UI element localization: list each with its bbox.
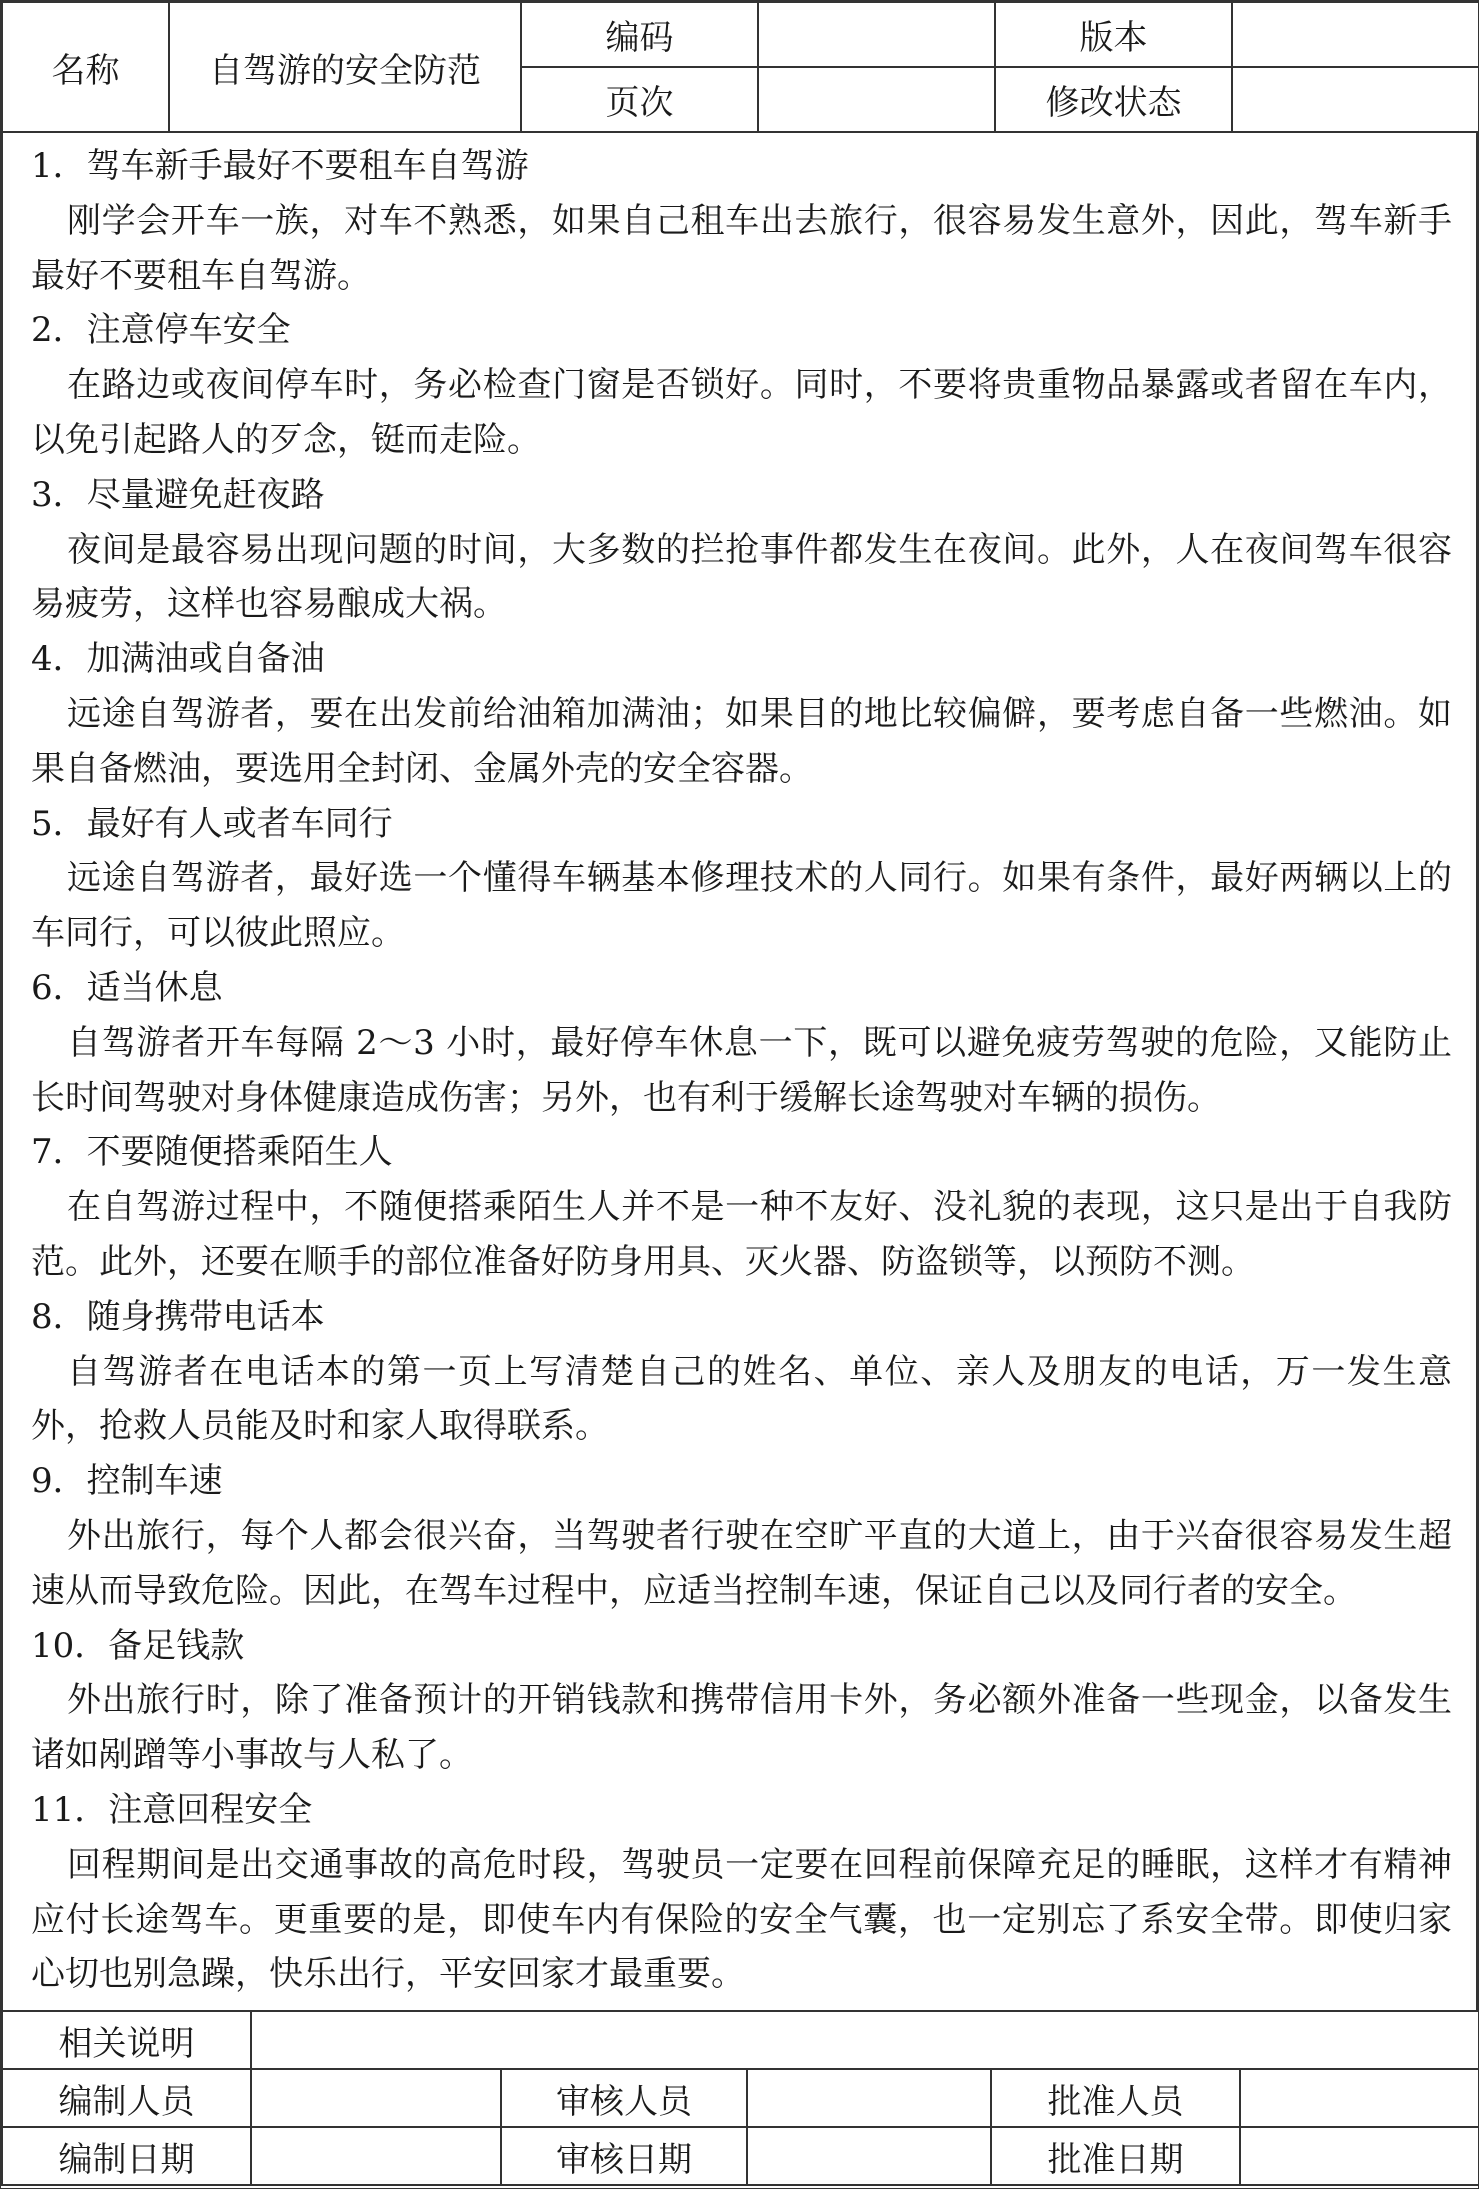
item-body: 自驾游者在电话本的第一页上写清楚自己的姓名、单位、亲人及朋友的电话，万一发生意外，抢救人员能及时和家人取得联系。 <box>31 1351 1452 1447</box>
item-title: 6．适当休息 <box>31 967 223 1008</box>
item-body: 远途自驾游者，要在出发前给油箱加满油；如果目的地比较偏僻，要考虑自备一些燃油。如果自备燃油，要选用全封闭、金属外壳的安全容器。 <box>31 693 1452 789</box>
version-value[interactable] <box>1232 2 1479 67</box>
item-title: 8．随身携带电话本 <box>31 1296 325 1337</box>
page-value[interactable] <box>758 67 995 132</box>
item-title: 11．注意回程安全 <box>31 1789 313 1830</box>
reviewed-date-value[interactable] <box>747 2127 991 2185</box>
safety-item <box>31 632 1452 796</box>
item-body: 在自驾游过程中，不随便搭乘陌生人并不是一种不友好、没礼貌的表现，这只是出于自我防范。此外，还要在顺手的部位准备好防身用具、灭火器、防盗锁等，以预防不测。 <box>31 1187 1452 1282</box>
item-body: 回程期间是出交通事故的高危时段，驾驶员一定要在回程前保障充足的睡眠，这样才有精神应付长途驾车。更重要的是，即使车内有保险的安全气囊，也一定别忘了系安全带。即使归家心切也别急躁，快乐出行，平安回家才最重要。 <box>31 1844 1452 1995</box>
item-title: 5．最好有人或者车同行 <box>31 803 393 844</box>
item-body: 外出旅行时，除了准备预计的开销钱款和携带信用卡外，务必额外准备一些现金，以备发生诸如剐蹭等小事故与人私了。 <box>31 1680 1452 1776</box>
reviewed-by-value[interactable] <box>747 2069 991 2127</box>
item-title: 9．控制车速 <box>31 1461 223 1502</box>
version-label: 版本 <box>995 2 1232 67</box>
approved-date-value[interactable] <box>1240 2127 1479 2185</box>
item-body: 外出旅行，每个人都会很兴奋，当驾驶者行驶在空旷平直的大道上，由于兴奋很容易发生超速从而导致危险。因此，在驾车过程中，应适当控制车速，保证自己以及同行者的安全。 <box>31 1515 1452 1611</box>
prepared-by-value[interactable] <box>251 2069 501 2127</box>
item-body: 夜间是最容易出现问题的时间，大多数的拦抢事件都发生在夜间。此外，人在夜间驾车很容易疲劳，这样也容易酿成大祸。 <box>31 529 1452 625</box>
safety-item <box>31 1454 1452 1618</box>
revision-value[interactable] <box>1232 67 1479 132</box>
notes-label: 相关说明 <box>2 2011 251 2069</box>
safety-item <box>31 1125 1452 1289</box>
item-title: 4．加满油或自备油 <box>31 639 325 680</box>
header-table <box>1 1 1479 133</box>
safety-item <box>31 468 1452 632</box>
page-label: 页次 <box>521 67 758 132</box>
reviewed-by-label: 审核人员 <box>501 2069 747 2127</box>
prepared-by-label: 编制人员 <box>2 2069 251 2127</box>
item-title: 2．注意停车安全 <box>31 310 291 351</box>
item-title: 7．不要随便搭乘陌生人 <box>31 1132 393 1173</box>
item-body: 刚学会开车一族，对车不熟悉，如果自己租车出去旅行，很容易发生意外，因此，驾车新手最好不要租车自驾游。 <box>31 200 1452 296</box>
item-title: 3．尽量避免赶夜路 <box>31 474 325 515</box>
item-body: 在路边或夜间停车时，务必检查门窗是否锁好。同时，不要将贵重物品暴露或者留在车内，以免引起路人的歹念，铤而走险。 <box>31 365 1452 460</box>
safety-item <box>31 1290 1452 1454</box>
item-body: 自驾游者开车每隔 2～3 小时，最好停车休息一下，既可以避免疲劳驾驶的危险，又能防止长时间驾驶对身体健康造成伤害；另外，也有利于缓解长途驾驶对车辆的损伤。 <box>31 1022 1452 1118</box>
code-value[interactable] <box>758 2 995 67</box>
approved-by-value[interactable] <box>1240 2069 1479 2127</box>
approved-by-label: 批准人员 <box>991 2069 1240 2127</box>
approved-date-label: 批准日期 <box>991 2127 1240 2185</box>
safety-item <box>31 1783 1452 2002</box>
name-label: 名称 <box>2 2 169 132</box>
reviewed-date-label: 审核日期 <box>501 2127 747 2185</box>
item-title: 10．备足钱款 <box>31 1625 245 1666</box>
revision-label: 修改状态 <box>995 67 1232 132</box>
safety-item <box>31 139 1452 303</box>
notes-value[interactable] <box>251 2011 1479 2069</box>
item-body: 远途自驾游者，最好选一个懂得车辆基本修理技术的人同行。如果有条件，最好两辆以上的车同行，可以彼此照应。 <box>31 858 1452 954</box>
code-label: 编码 <box>521 2 758 67</box>
name-value: 自驾游的安全防范 <box>169 2 521 132</box>
content-body <box>1 133 1478 2010</box>
safety-item <box>31 797 1452 961</box>
safety-item <box>31 961 1452 1125</box>
item-title: 1．驾车新手最好不要租车自驾游 <box>31 146 529 186</box>
footer-table <box>1 2010 1479 2186</box>
safety-item <box>31 303 1452 467</box>
prepared-date-label: 编制日期 <box>2 2127 251 2185</box>
prepared-date-value[interactable] <box>251 2127 501 2185</box>
safety-item <box>31 1619 1452 1783</box>
